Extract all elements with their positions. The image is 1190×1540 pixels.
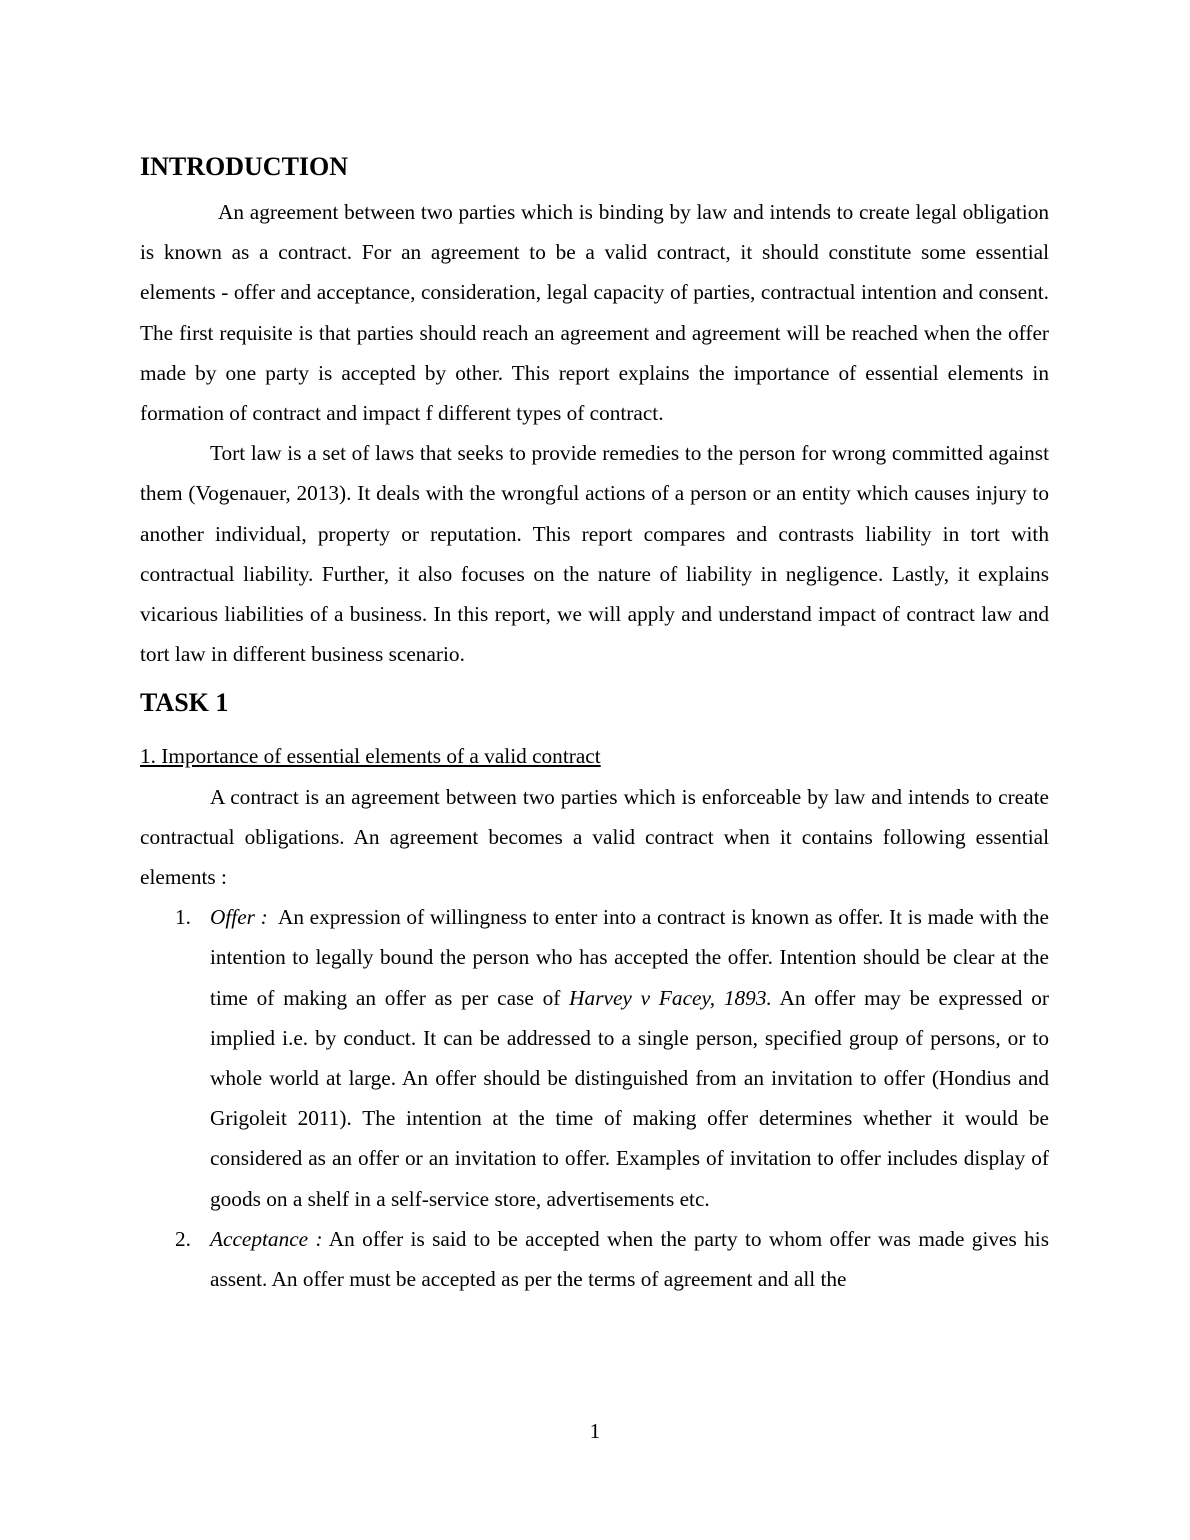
task-1-subheading: 1. Importance of essential elements of a valid contract — [140, 744, 601, 769]
task-1-intro-paragraph: A contract is an agreement between two parties which is enforceable by law and intends to create contractual obligations. An agreement becomes a valid contract when it contains following essential elements : — [140, 784, 1049, 890]
introduction-heading: INTRODUCTION — [140, 152, 349, 181]
introduction-paragraph-1: An agreement between two parties which is binding by law and intends to create legal obligation is known as a contract. For an agreement to be a valid contract, it should constitute some essential elements - offer and acceptance, consideration, legal capacity of parties, contractual intention and consent. The first requisite is that parties should reach an agreement and agreement will be reached when the offer made by one party is accepted by other. This report explains the importance of essential elements in formation of contract and impact f different types of contract. — [140, 200, 1049, 426]
task-1-heading: TASK 1 — [140, 688, 229, 718]
list-number: 2. — [175, 1226, 191, 1251]
list-number: 1. — [175, 905, 191, 930]
list-item-text-continued: An offer may be expressed or implied i.e. by conduct. It can be addressed to a single person, specified group of persons, or to whole world at large. An offer should be distinguished from an invitation to offer (Hondius and Grigoleit 2011). The intention at the time of making offer determines whether it would be considered as an offer or an invitation to offer. Examples of invitation to offer includes display of goods on a shelf in a self-service store, advertisements etc. — [210, 985, 1049, 1211]
page-content — [140, 150, 1049, 1299]
list-item-text: An offer is said to be accepted when the party to whom offer was made gives his assent. An offer must be accepted as per the terms of agreement and all the — [210, 1226, 1049, 1292]
introduction-paragraph-2: Tort law is a set of laws that seeks to provide remedies to the person for wrong committed against them (Vogenauer, 2013). It deals with the wrongful actions of a person or an entity which causes injury to another individual, property or reputation. This report compares and contrasts liability in tort with contractual liability. Further, it also focuses on the nature of liability in negligence. Lastly, it explains vicarious liabilities of a business. In this report, we will apply and understand impact of contract law and tort law in different business scenario. — [140, 441, 1049, 667]
list-item-acceptance — [140, 1219, 1049, 1299]
list-item-term: Offer : — [210, 905, 268, 930]
essential-elements-list — [140, 897, 1049, 1299]
list-item-offer — [140, 897, 1049, 1219]
case-citation: Harvey v Facey, 1893. — [569, 985, 772, 1010]
page-number: 1 — [589, 1419, 601, 1443]
list-item-text: An expression of willingness to enter into a contract is known as offer. It is made with the intention to legally bound the person who has accepted the offer. Intention should be clear at the time of making an offer as per case of — [210, 905, 1049, 1010]
list-item-term: Acceptance : — [210, 1226, 323, 1251]
